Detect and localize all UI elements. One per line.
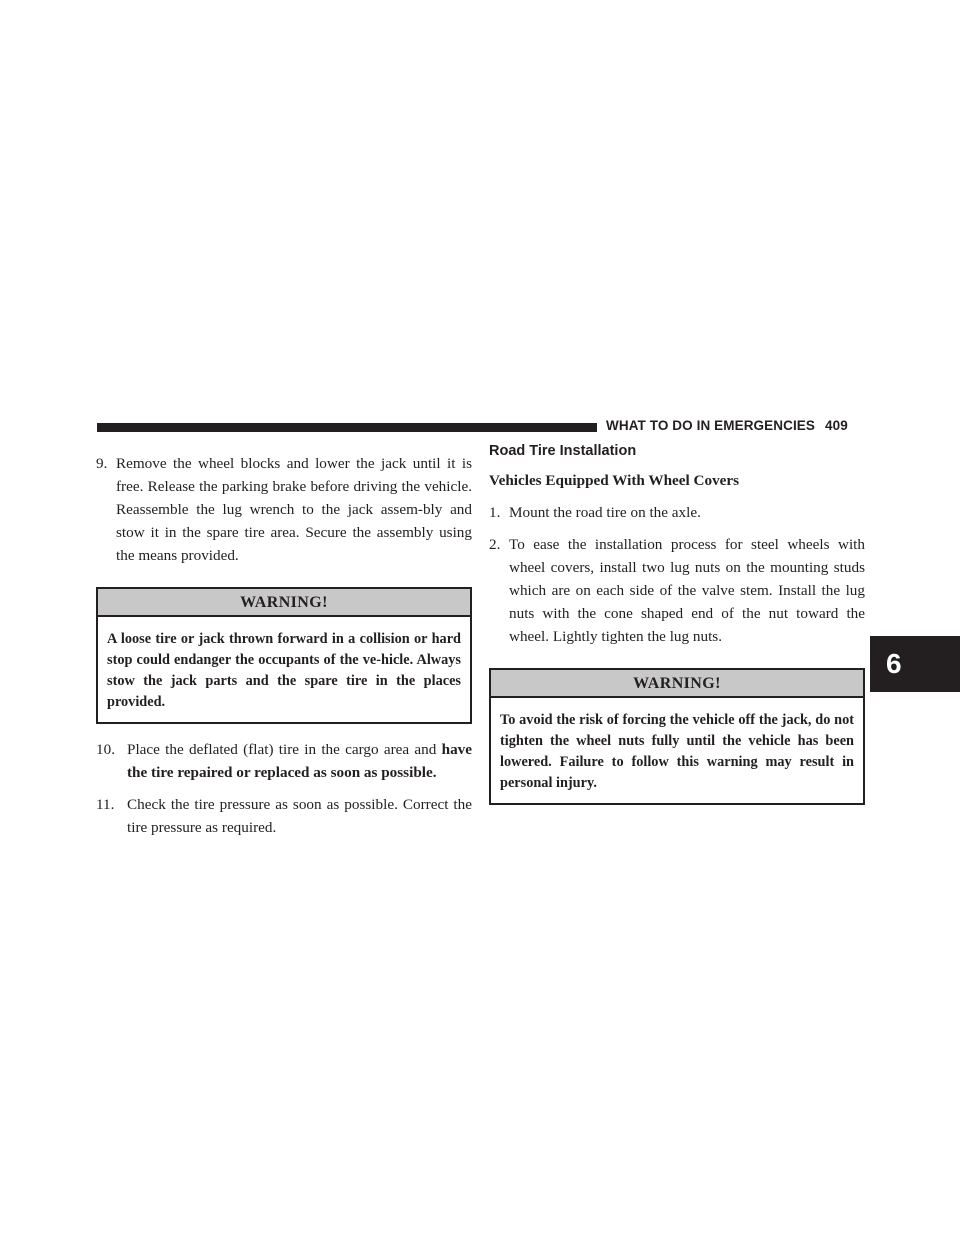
list-item-step-2 [489, 533, 865, 648]
warning-box [489, 668, 865, 805]
step-number: 2. [489, 536, 501, 553]
chapter-tab: 6 [870, 636, 960, 692]
section-title: WHAT TO DO IN EMERGENCIES [606, 418, 816, 433]
step-text: Remove the wheel blocks and lower the jack until it is free. Release the parking brake before driving the vehicle. Reassemble the lug wrench to the jack assem-bly and stow it in the spare tire area. Secure the assembly using the means provided. [116, 455, 472, 564]
step-number: 11. [96, 796, 115, 813]
step-number: 9. [96, 455, 108, 472]
section-heading: Road Tire Installation [489, 443, 637, 459]
right-column [489, 443, 865, 819]
list-item-step-1 [489, 501, 865, 524]
step-text: To ease the installation process for steel wheels with wheel covers, install two lug nuts on the mounting studs which are on each side of the valve stem. Install the lug nuts with the cone shaped end of the nut toward the wheel. Lightly tighten the lug nuts. [509, 536, 865, 645]
warning-text: To avoid the risk of forcing the vehicle off the jack, do not tighten the wheel nuts fully until the vehicle has been lowered. Failure to follow this warning may result in personal injury. [500, 712, 854, 791]
list-item-step-11 [96, 793, 472, 839]
running-header [606, 418, 866, 436]
left-column [96, 452, 472, 848]
warning-title: WARNING! [491, 670, 863, 698]
warning-title: WARNING! [98, 589, 470, 617]
warning-box [96, 587, 472, 724]
step-text: Place the deflated (flat) tire in the cargo area and [127, 741, 437, 758]
warning-text: A loose tire or jack thrown forward in a collision or hard stop could endanger the occupants of the ve-hicle. Always stow the jack parts and the spare tire in the places provided. [107, 631, 461, 710]
step-emphasis: have the tire repaired or replaced as soon as possible. [127, 741, 472, 781]
page-number: 409 [825, 418, 848, 433]
step-text: Mount the road tire on the axle. [509, 504, 701, 521]
step-number: 10. [96, 741, 115, 758]
header-rule [97, 423, 597, 432]
subsection-heading: Vehicles Equipped With Wheel Covers [489, 472, 740, 489]
list-item-step-9 [96, 452, 472, 567]
step-number: 1. [489, 504, 501, 521]
step-text: Check the tire pressure as soon as possible. Correct the tire pressure as required. [127, 796, 472, 836]
list-item-step-10 [96, 738, 472, 784]
